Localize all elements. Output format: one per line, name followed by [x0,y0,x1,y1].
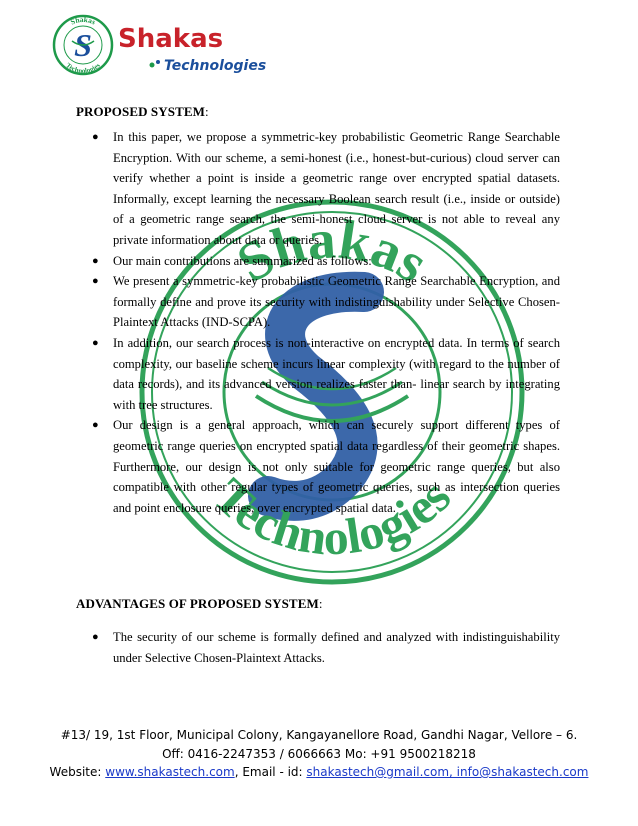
logo-subtitle: Technologies [164,58,266,74]
website-link[interactable]: www.shakastech.com [105,765,235,779]
proposed-system-heading: PROPOSED SYSTEM: [76,104,209,119]
list-item: ● In this paper, we propose a symmetric-key probabilistic Geometric Range Searchable Encryption. With our scheme, a semi-honest (i.e., honest-but-curious) cloud server can verify whether a point is inside a geometric range over encrypted spatial datasets. Informally, except learning the necessary Boolean search result (i.e., inside or outside) of a geometric range search, the semi-honest cloud server is not able to reveal any private information about data or queries. [92,130,560,247]
list-item: ● The security of our scheme is formally defined and analyzed with indistinguishability under Selective Chosen-Plaintext Attacks. [92,630,560,665]
advantages-heading: ADVANTAGES OF PROPOSED SYSTEM: [76,596,323,611]
footer [0,726,638,782]
logo-circle-bottom-text: Technologies [64,61,102,76]
logo-circle-top-text: Shakas [69,14,98,27]
watermark-top-text: Shakas [227,208,439,296]
email-link[interactable]: shakastech@gmail.com, info@shakastech.com [306,765,589,779]
list-item: ● In addition, our search process is non-interactive on encrypted data. In terms of search complexity, our baseline scheme incurs linear complexity (with regard to the number of data records), and its advanced version realizes faster than- linear search by integrating with tree structures. [92,335,560,412]
footer-phone: Off: 0416-2247353 / 6066663 Mo: +91 9500218218 [162,746,476,761]
list-item: ● Our design is a general approach, which can securely support different types of geometric range queries on encrypted spatial data regardless of their geometric shapes. Furthermore, our design is not only suitable for geometric range queries, but also compatible with other regular types of geometric queries, such as intersection queries and point enclosure queries, over encrypted spatial data. [92,418,560,515]
footer-contact: Website: www.shakastech.com, Email - id: shakastech@gmail.com, info@shakastech.com [49,765,589,779]
list-item: ● Our main contributions are summarized as follows: [92,253,372,268]
footer-address: #13/ 19, 1st Floor, Municipal Colony, Kangayanellore Road, Gandhi Nagar, Vellore – 6. [60,728,578,742]
list-item: ● We present a symmetric-key probabilistic Geometric Range Searchable Encryption, and formally define and prove its security with indistinguishability under Selective Chosen-Plaintext Attacks (IND-SCPA). [92,274,560,330]
heading-text: ADVANTAGES OF PROPOSED SYSTEM [76,596,319,611]
advantages-list [0,627,560,668]
watermark-bottom-text: Technologies [202,467,462,566]
logo-title: Shakas [118,24,224,54]
svg-text:S: S [74,27,92,63]
proposed-system-list [0,127,560,518]
heading-text: PROPOSED SYSTEM [76,104,205,119]
